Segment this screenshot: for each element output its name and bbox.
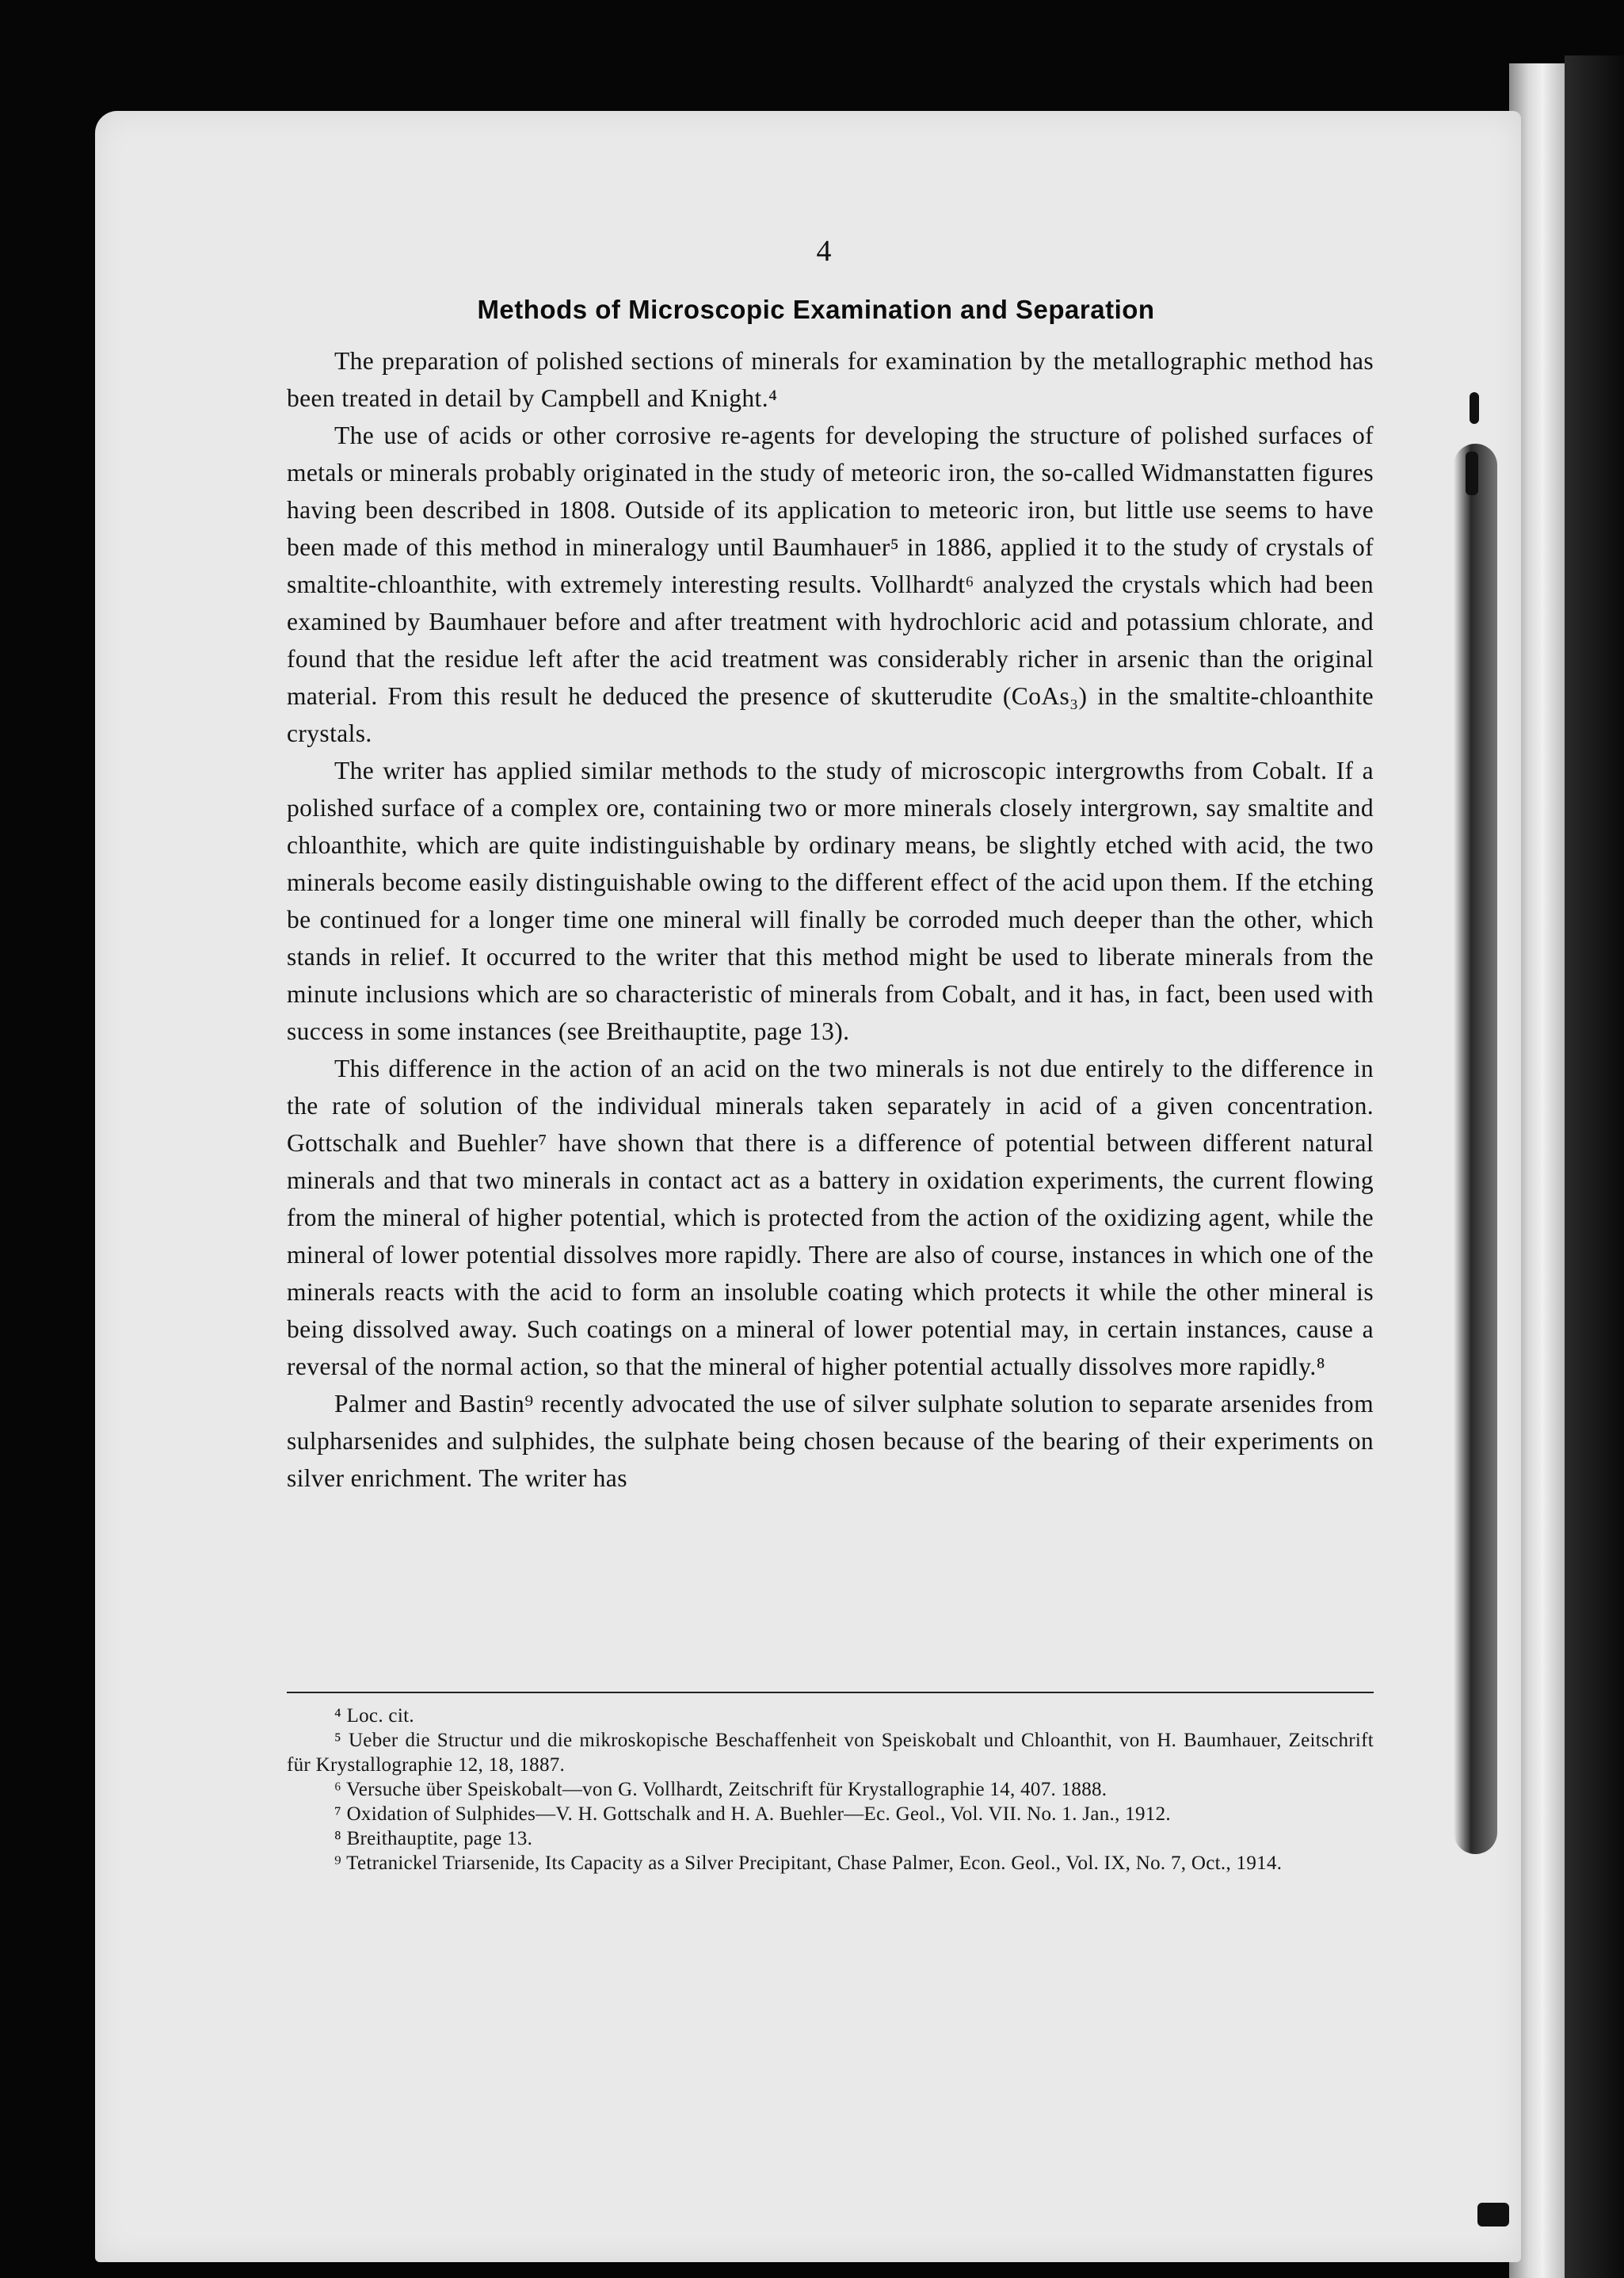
- page-number: 4: [816, 235, 832, 268]
- section-heading: Methods of Microscopic Examination and Separation: [477, 295, 1155, 324]
- margin-ink-stain: [1454, 444, 1497, 1854]
- footnote: ⁵ Ueber die Structur und die mikroskopische Beschaffenheit von Speiskobalt und Chloanthit, von H. Baumhauer, Zeitschrift für Krystallographie 12, 18, 1887.: [287, 1730, 1374, 1776]
- paragraph: The preparation of polished sections of minerals for examination by the metallographic method has been treated in detail by Campbell and Knight.⁴: [287, 347, 1374, 412]
- margin-ink-mark: [1477, 2203, 1509, 2226]
- margin-ink-mark: [1466, 452, 1478, 495]
- footnote: ⁸ Breithauptite, page 13.: [334, 1828, 533, 1849]
- paragraph: The use of acids or other corrosive re-agents for developing the structure of polished surfaces of metals or minerals probably originated in the study of meteoric iron, the so-called Widmanstatten figures having been described in 1808. Outside of its application to meteoric iron, but little use seems to have been made of this method in mineralogy until Baumhauer⁵ in 1886, applied it to the study of crystals of smaltite-chloanthite, with extremely interesting results. Vollhardt⁶ analyzed the crystals which had been examined by Baumhauer before and after treatment with hydrochloric acid and potassium chlorate, and found that the residue left after the acid treatment was considerably richer in arsenic than the original material. From this result he deduced the presence of skutterudite (CoAs₃) in the smaltite-chloanthite crystals.: [287, 422, 1374, 747]
- paragraph: This difference in the action of an acid on the two minerals is not due entirely to the difference in the rate of solution of the individual minerals taken separately in acid of a given concentration. Gottschalk and Buehler⁷ have shown that there is a difference of potential between different natural minerals and that two minerals in contact act as a battery in oxidation experiments, the current flowing from the mineral of higher potential, which is protected from the action of the oxidizing agent, while the mineral of lower potential dissolves more rapidly. There are also of course, instances in which one of the minerals reacts with the acid to form an insoluble coating which protects it while the other mineral is being dissolved away. Such coatings on a mineral of lower potential may, in certain instances, cause a reversal of the normal action, so that the mineral of higher potential actually dissolves more rapidly.⁸: [287, 1055, 1374, 1380]
- body-text: [287, 342, 1374, 1497]
- footnote: ⁹ Tetranickel Triarsenide, Its Capacity as a Silver Precipitant, Chase Palmer, Econ. Geol., Vol. IX, No. 7, Oct., 1914.: [334, 1853, 1283, 1874]
- footnote: ⁴ Loc. cit.: [334, 1705, 414, 1727]
- margin-ink-mark: [1470, 392, 1479, 424]
- paragraph: Palmer and Bastin⁹ recently advocated the use of silver sulphate solution to separate arsenides from sulpharsenides and sulphides, the sulphate being chosen because of the bearing of their experiments on silver enrichment. The writer has: [287, 1390, 1374, 1492]
- footnote: ⁶ Versuche über Speiskobalt—von G. Vollhardt, Zeitschrift für Krystallographie 14, 407. 1888.: [334, 1779, 1107, 1800]
- footnotes: [287, 1704, 1374, 1875]
- footnote-divider: [287, 1692, 1374, 1693]
- book-edge-shadow: [1565, 55, 1624, 2278]
- paragraph: The writer has applied similar methods to the study of microscopic intergrowths from Cobalt. If a polished surface of a complex ore, containing two or more minerals closely intergrown, say smaltite and chloanthite, which are quite indistinguishable by ordinary means, be slightly etched with acid, the two minerals become easily distinguishable owing to the different effect of the acid upon them. If the etching be continued for a longer time one mineral will finally be corroded much deeper than the other, which stands in relief. It occurred to the writer that this method might be used to liberate minerals from the minute inclusions which are so characteristic of minerals from Cobalt, and it has, in fact, been used with success in some instances (see Breithauptite, page 13).: [287, 757, 1374, 1045]
- footnote: ⁷ Oxidation of Sulphides—V. H. Gottschalk and H. A. Buehler—Ec. Geol., Vol. VII. No. 1. Jan., 1912.: [334, 1803, 1171, 1825]
